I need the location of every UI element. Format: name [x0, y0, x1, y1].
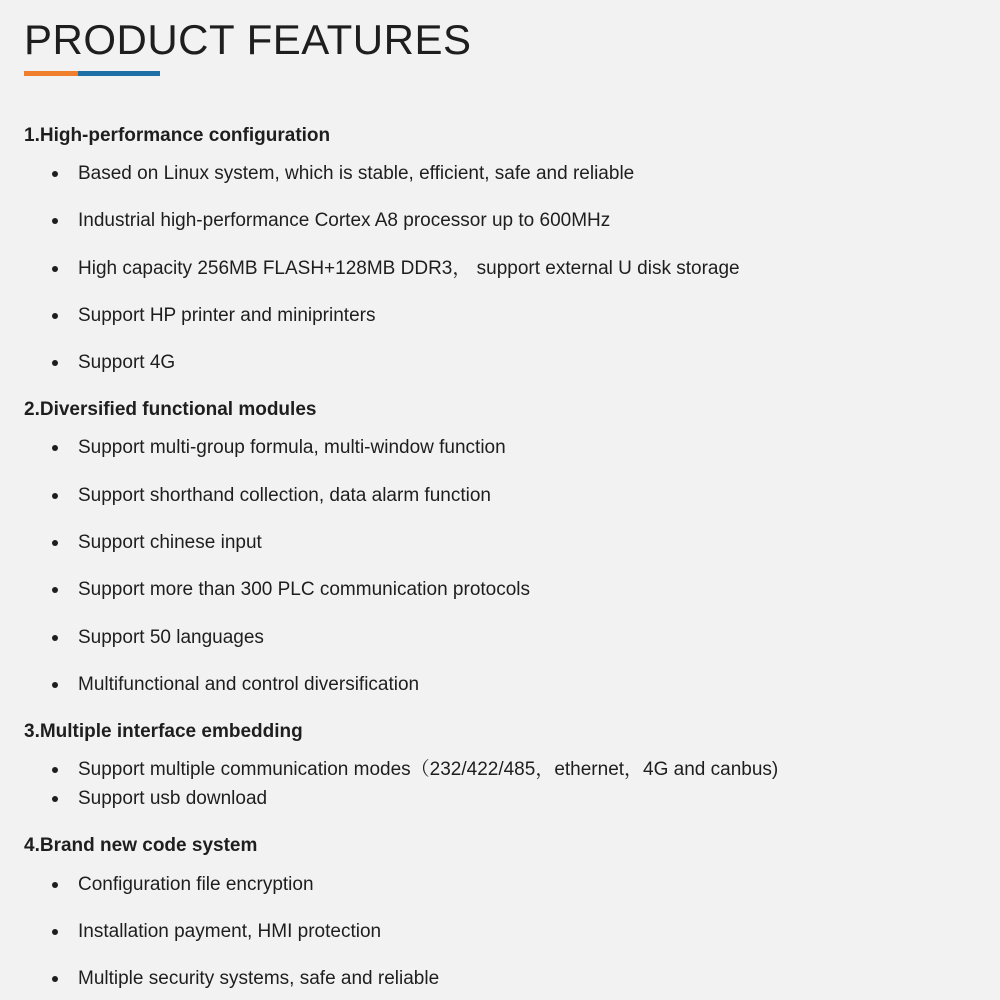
bullet-icon: [52, 587, 58, 593]
list-item-text: Industrial high-performance Cortex A8 processor up to 600MHz: [78, 210, 611, 231]
section-title-functional-modules: 2.Diversified functional modules: [24, 399, 317, 420]
list-item-text: Support multi-group formula, multi-window function: [78, 437, 506, 458]
title-underline-accent-blue: [78, 71, 160, 76]
list-item-text: High capacity 256MB FLASH+128MB DDR3， support external U disk storage: [78, 258, 740, 279]
page-title: PRODUCT FEATURES: [24, 16, 472, 63]
bullet-icon: [52, 796, 58, 802]
bullet-icon: [52, 540, 58, 546]
list-item: [52, 626, 264, 650]
bullet-icon: [52, 682, 58, 688]
bullet-icon: [52, 313, 58, 319]
section-title-interface-embedding: 3.Multiple interface embedding: [24, 721, 303, 742]
list-item: [52, 257, 740, 281]
section-title-code-system: 4.Brand new code system: [24, 835, 258, 856]
list-item: [52, 758, 778, 782]
list-item: [52, 673, 419, 697]
list-item: [52, 531, 262, 555]
list-item-text: Support chinese input: [78, 532, 262, 553]
title-underline-accent-orange: [24, 71, 78, 76]
bullet-icon: [52, 493, 58, 499]
list-item: [52, 967, 439, 991]
list-item: [52, 920, 381, 944]
list-item: [52, 162, 634, 186]
list-item: [52, 304, 375, 328]
bullet-icon: [52, 929, 58, 935]
list-item-text: Support HP printer and miniprinters: [78, 305, 376, 326]
list-item: [52, 484, 491, 508]
list-item-text: Support multiple communication modes（232/422/485，ethernet，4G and canbus): [78, 759, 779, 780]
list-item-text: Installation payment, HMI protection: [78, 921, 382, 942]
bullet-icon: [52, 882, 58, 888]
list-item: [52, 873, 314, 897]
section-title-high-performance: 1.High-performance configuration: [24, 125, 331, 146]
bullet-icon: [52, 445, 58, 451]
bullet-icon: [52, 171, 58, 177]
bullet-icon: [52, 266, 58, 272]
list-item: [52, 578, 530, 602]
list-item-text: Configuration file encryption: [78, 874, 314, 895]
list-item: [52, 351, 175, 375]
bullet-icon: [52, 218, 58, 224]
list-item-text: Support shorthand collection, data alarm function: [78, 485, 491, 506]
bullet-icon: [52, 635, 58, 641]
list-item-text: Support usb download: [78, 788, 268, 809]
list-item-text: Multiple security systems, safe and reliable: [78, 968, 440, 989]
list-item: [52, 787, 267, 811]
list-item-text: Support more than 300 PLC communication protocols: [78, 579, 531, 600]
bullet-icon: [52, 976, 58, 982]
list-item: [52, 436, 506, 460]
list-item-text: Support 50 languages: [78, 627, 264, 648]
list-item-text: Multifunctional and control diversification: [78, 674, 420, 695]
list-item-text: Based on Linux system, which is stable, efficient, safe and reliable: [78, 163, 635, 184]
list-item-text: Support 4G: [78, 352, 176, 373]
list-item: [52, 209, 610, 233]
bullet-icon: [52, 360, 58, 366]
bullet-icon: [52, 767, 58, 773]
